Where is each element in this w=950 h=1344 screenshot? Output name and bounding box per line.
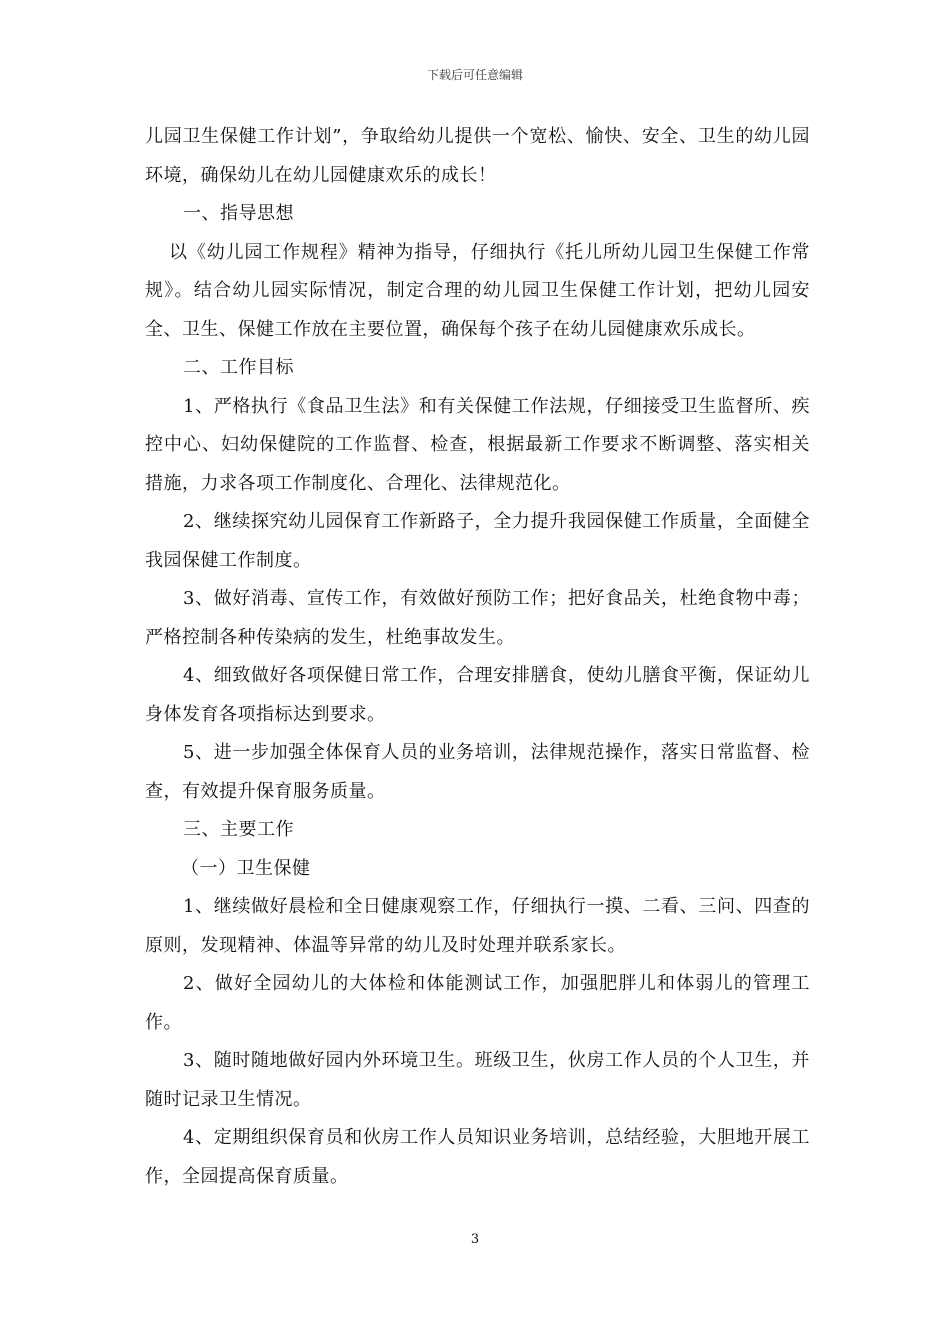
work-item-2: 2、做好全园幼儿的大体检和体能测试工作，加强肥胖儿和体弱儿的管理工作。 xyxy=(145,973,810,1033)
section-heading-main-work: 三、主要工作 xyxy=(183,819,294,840)
goal-item-2: 2、继续探究幼儿园保育工作新路子，全力提升我园保健工作质量，全面健全我园保健工作制度。 xyxy=(145,511,810,571)
page-header-note: 下载后可任意编辑 xyxy=(426,68,523,82)
document-body xyxy=(145,118,810,1196)
subsection-heading-health-care: （一）卫生保健 xyxy=(181,857,311,879)
work-item-1: 1、继续做好晨检和全日健康观察工作，仔细执行一摸、二看、三问、四查的原则，发现精神、体温等异常的幼儿及时处理并联系家长。 xyxy=(145,896,810,956)
paragraph-guiding-thought: 以《幼儿园工作规程》精神为指导，仔细执行《托儿所幼儿园卫生保健工作常规》。结合幼儿园实际情况，制定合理的幼儿园卫生保健工作计划，把幼儿园安全、卫生、保健工作放在主要位置，确保每个孩子在幼儿园健康欢乐成长。 xyxy=(145,241,810,340)
work-item-3: 3、随时随地做好园内外环境卫生。班级卫生，伙房工作人员的个人卫生，并随时记录卫生情况。 xyxy=(145,1050,810,1110)
page-number: 3 xyxy=(470,1232,480,1247)
goal-item-1: 1、严格执行《食品卫生法》和有关保健工作法规，仔细接受卫生监督所、疾控中心、妇幼保健院的工作监督、检查，根据最新工作要求不断调整、落实相关措施，力求各项工作制度化、合理化、法律规范化。 xyxy=(145,395,810,494)
goal-item-3: 3、做好消毒、宣传工作，有效做好预防工作；把好食品关，杜绝食物中毒；严格控制各种传染病的发生，杜绝事故发生。 xyxy=(145,588,810,648)
section-heading-guiding-thought: 一、指导思想 xyxy=(183,203,294,224)
paragraph-intro-continuation: 儿园卫生保健工作计划”，争取给幼儿提供一个宽松、愉快、安全、卫生的幼儿园环境，确保幼儿在幼儿园健康欢乐的成长！ xyxy=(145,126,810,186)
goal-item-5: 5、进一步加强全体保育人员的业务培训，法律规范操作，落实日常监督、检查，有效提升保育服务质量。 xyxy=(145,742,810,802)
goal-item-4: 4、细致做好各项保健日常工作，合理安排膳食，使幼儿膳食平衡，保证幼儿身体发育各项指标达到要求。 xyxy=(145,665,810,725)
section-heading-work-goals: 二、工作目标 xyxy=(183,357,294,378)
work-item-4: 4、定期组织保育员和伙房工作人员知识业务培训，总结经验，大胆地开展工作，全园提高保育质量。 xyxy=(145,1127,810,1187)
